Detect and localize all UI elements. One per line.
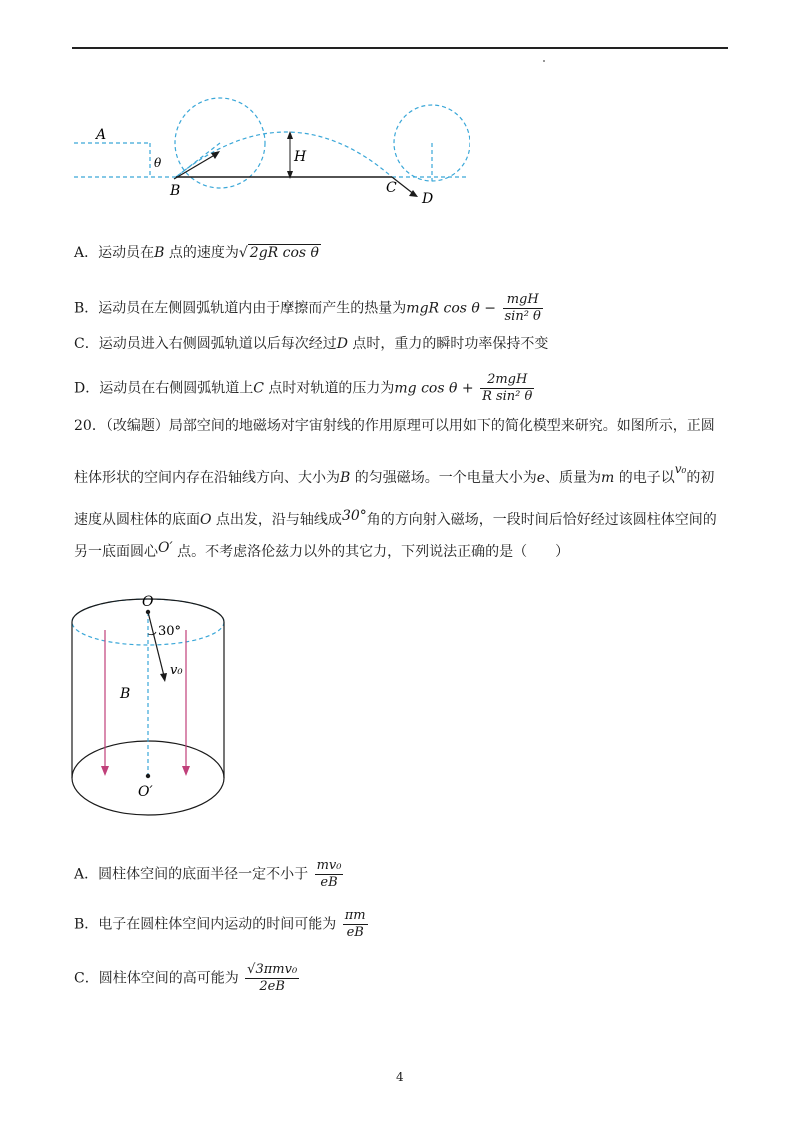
fig2-label-O-prime: O′ xyxy=(138,784,153,800)
fig1-label-B: B xyxy=(170,183,181,199)
q19-option-C: C．运动员进入右侧圆弧轨道以后每次经过D 点时，重力的瞬时功率保持不变 xyxy=(74,336,549,352)
velocity-v0-arrow xyxy=(148,612,164,676)
q20-option-A: A．圆柱体空间的底面半径一定不小于 $\frac{\text{mv₀}}{eB}$ xyxy=(74,858,342,890)
fig2-label-v0: v₀ xyxy=(170,663,183,678)
q20-stem-line3: 速度从圆柱体的底面O 点出发，沿与轴线成30°角的方向射入磁场，一段时间后恰好经过该圆柱体空间的 xyxy=(74,508,717,528)
cylinder-figure xyxy=(70,588,240,818)
q19-option-A: A．运动员在B 点的速度为√ 2gR cos θ xyxy=(74,245,319,261)
fig2-label-O: O xyxy=(142,594,154,610)
q20-stem-line2: 柱体形状的空间内存在沿轴线方向、大小为B 的匀强磁场。一个电量大小为e、质量为m 的电子以v₀的初 xyxy=(74,462,715,486)
velocity-B-arrow xyxy=(174,153,218,179)
track-figure xyxy=(70,95,470,210)
fig1-label-A: A xyxy=(96,127,107,143)
stray-mark xyxy=(543,60,545,62)
q19-option-B: B．运动员在左侧圆弧轨道内由于摩擦而产生的热量为mgR cos θ − $\frac{\text{mgH}}{\text{sin² θ}}$ xyxy=(74,292,541,324)
fig1-label-D: D xyxy=(422,191,434,207)
q20-option-B: B．电子在圆柱体空间内运动的时间可能为 $\frac{\pi m}{eB}$ xyxy=(74,908,366,940)
fig1-label-C: C xyxy=(386,180,397,196)
fig2-label-angle: 30° xyxy=(158,624,182,639)
fig2-label-B: B xyxy=(120,686,131,702)
q19-option-D: D．运动员在右侧圆弧轨道上C 点时对轨道的压力为mg cos θ + $\frac{\text{2mgH}}{\text{R sin² θ}}$ xyxy=(74,372,533,404)
fig1-label-H: H xyxy=(294,149,307,165)
q20-stem-line4: 另一底面圆心O′ 点。不考虑洛伦兹力以外的其它力，下列说法正确的是（ ） xyxy=(74,540,570,560)
q20-option-C: C．圆柱体空间的高可能为 $\frac{\text{√3πmv₀}}{2eB}$ xyxy=(74,962,298,994)
page-number: 4 xyxy=(396,1070,404,1084)
q20-stem-line1: 20．（改编题）局部空间的地磁场对宇宙射线的作用原理可以用如下的简化模型来研究。如图所示，正圆 xyxy=(74,418,715,434)
fig1-label-theta: θ xyxy=(154,156,162,170)
header-rule xyxy=(72,47,728,49)
